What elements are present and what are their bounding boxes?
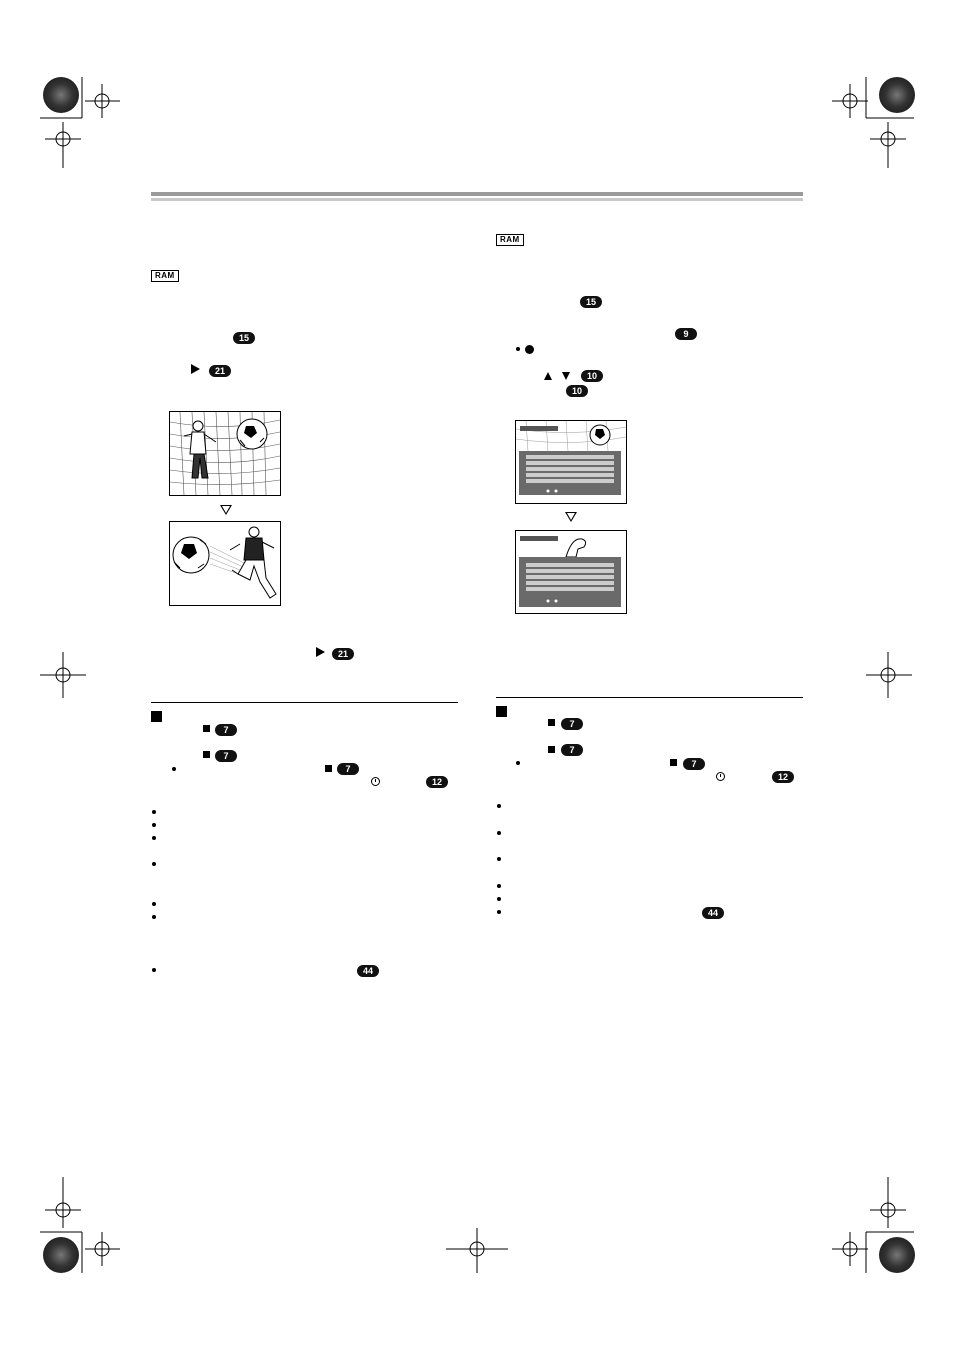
page-ref-badge: 12 [426,776,448,788]
page-ref-badge: 7 [337,763,359,775]
bullet [152,968,156,972]
bullet [152,902,156,906]
screen-drawing [516,421,626,503]
page-ref-badge: 7 [683,758,705,770]
net-drawing [170,412,280,495]
page-ref-badge: 15 [233,332,255,344]
header-rule [151,192,803,196]
arrow-down-indicator [565,512,577,522]
clock-icon [716,772,725,781]
bullet [516,761,520,765]
stop-square-icon [548,746,555,753]
page-ref-badge: 7 [561,718,583,730]
page-ref-badge: 7 [215,750,237,762]
bullet [497,857,501,861]
page-ref-badge: 7 [561,744,583,756]
screen-illustration-playlist-2 [515,530,627,614]
page-ref-badge: 12 [772,771,794,783]
kick-drawing [170,522,280,605]
bullet [497,897,501,901]
media-tag-ram: RAM [496,234,524,246]
stop-square-icon [670,759,677,766]
up-arrow-icon [544,372,552,380]
stop-square-icon [203,725,210,732]
bullet [152,823,156,827]
stop-square-icon [325,765,332,772]
page-ref-badge: 7 [215,724,237,736]
screen-drawing-2 [516,531,626,613]
page-ref-badge: 10 [566,385,588,397]
section-divider [151,702,458,703]
bullet [172,767,176,771]
stop-square-icon [548,719,555,726]
bullet [497,884,501,888]
bullet [497,910,501,914]
page-ref-badge: 44 [357,965,379,977]
page-ref-badge: 21 [209,365,231,377]
bullet [152,862,156,866]
page-ref-badge: 21 [332,648,354,660]
media-tag-ram: RAM [151,270,179,282]
header-rule-secondary [151,198,803,201]
stop-square-icon [496,706,507,717]
play-triangle-icon [316,647,325,657]
page-ref-badge: 15 [580,296,602,308]
record-dot-icon [525,345,534,354]
stop-square-icon [203,751,210,758]
illustration-soccer-goal [169,411,281,496]
bullet [497,831,501,835]
bullet [152,836,156,840]
clock-icon [371,777,380,786]
page-ref-badge: 10 [581,370,603,382]
stop-square-icon [151,711,162,722]
bullet [152,915,156,919]
bullet [152,810,156,814]
arrow-down-indicator [220,505,232,515]
down-arrow-icon [562,372,570,380]
page-ref-badge: 9 [675,328,697,340]
page-ref-badge: 44 [702,907,724,919]
bullet [497,804,501,808]
screen-illustration-playlist [515,420,627,504]
play-triangle-icon [191,364,200,374]
section-divider [496,697,803,698]
illustration-soccer-kick [169,521,281,606]
bullet [516,347,520,351]
